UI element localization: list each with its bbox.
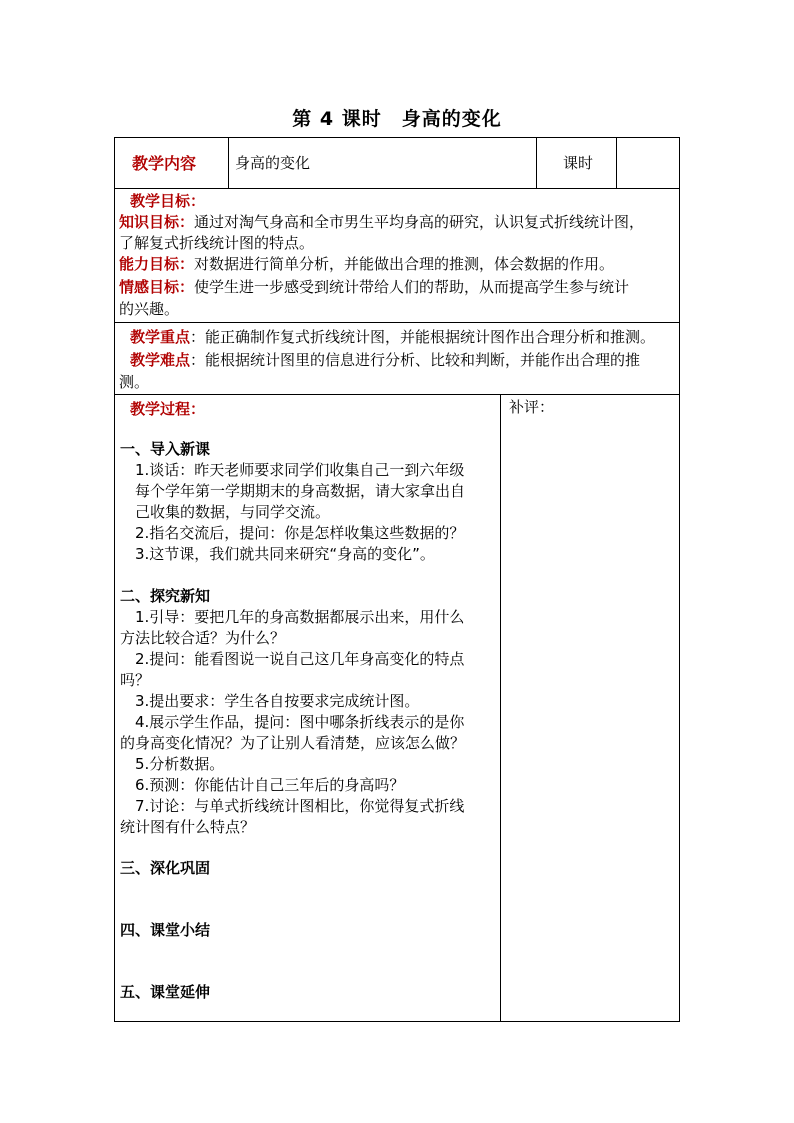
knowledge-line-2: 了解复式折线统计图的特点。 xyxy=(119,234,315,252)
step-2-1b: 方法比较合适？为什么？ xyxy=(120,629,286,647)
ability-text: 对数据进行简单分析，并能做出合理的推测，体会数据的作用。 xyxy=(194,255,615,273)
objectives-heading: 教学目标： xyxy=(130,192,206,210)
page-title: 第 4 课时 身高的变化 xyxy=(292,108,502,130)
step-2-1a: 1.引导：要把几年的身高数据都展示出来，用什么 xyxy=(135,608,465,626)
step-2-4b: 的身高变化情况？为了让别人看清楚，应该怎么做？ xyxy=(120,734,466,752)
process-cell xyxy=(115,395,501,1021)
step-1-1a: 1.谈话：昨天老师要求同学们收集自己一到六年级 xyxy=(135,461,465,479)
step-1-1c: 己收集的数据，与同学交流。 xyxy=(135,503,331,521)
content-label-cell xyxy=(115,138,229,188)
difficulty-label: 教学难点 xyxy=(130,351,191,369)
step-2-7b: 统计图有什么特点？ xyxy=(120,818,256,836)
section-2-title: 二、探究新知 xyxy=(120,587,211,605)
focus-label: 教学重点 xyxy=(130,328,191,346)
section-1-title: 一、导入新课 xyxy=(120,440,211,458)
step-2-6: 6.预测：你能估计自己三年后的身高吗？ xyxy=(135,776,405,794)
step-2-5: 5.分析数据。 xyxy=(135,755,225,773)
process-heading: 教学过程： xyxy=(130,400,206,418)
knowledge-text: 通过对淘气身高和全市男生平均身高的研究，认识复式折线统计图， xyxy=(194,213,645,231)
step-2-4a: 4.展示学生作品，提问：图中哪条折线表示的是你 xyxy=(135,713,465,731)
emotion-label: 情感目标： xyxy=(119,278,195,296)
period-label-cell xyxy=(537,138,617,188)
ability-label: 能力目标： xyxy=(119,255,195,273)
difficulty-line-2: 测。 xyxy=(119,373,150,391)
knowledge-line-1 xyxy=(119,212,644,233)
step-2-2b: 吗？ xyxy=(120,671,151,689)
content-value-cell xyxy=(229,138,537,188)
step-2-3: 3.提出要求：学生各自按要求完成统计图。 xyxy=(135,692,420,710)
section-3-title: 三、深化巩固 xyxy=(120,859,211,877)
emotion-text: 使学生进一步感受到统计带给人们的帮助，从而提高学生参与统计 xyxy=(194,278,630,296)
emotion-line-1 xyxy=(119,277,629,298)
step-2-2a: 2.提问：能看图说一说自己这几年身高变化的特点 xyxy=(135,650,465,668)
emotion-line-2: 的兴趣。 xyxy=(119,300,180,318)
notes-cell xyxy=(501,395,679,1021)
content-label: 教学内容 xyxy=(132,154,197,173)
section-4-title: 四、课堂小结 xyxy=(120,921,211,939)
focus-line xyxy=(130,327,655,348)
step-1-3: 3.这节课，我们就共同来研究“身高的变化”。 xyxy=(135,545,435,563)
keypoints-row xyxy=(114,322,680,395)
step-1-2: 2.指名交流后，提问：你是怎样收集这些数据的？ xyxy=(135,524,465,542)
header-row xyxy=(114,137,680,189)
process-row xyxy=(114,394,680,1022)
period-value-cell xyxy=(617,138,679,188)
focus-text: ：能正确制作复式折线统计图，并能根据统计图作出合理分析和推测。 xyxy=(190,328,656,346)
ability-line xyxy=(119,254,614,275)
notes-label: 补评： xyxy=(509,398,555,416)
step-1-1b: 每个学年第一学期期末的身高数据，请大家拿出自 xyxy=(135,482,466,500)
content-value: 身高的变化 xyxy=(235,154,311,172)
objectives-row xyxy=(114,188,680,323)
difficulty-line-1 xyxy=(130,350,640,371)
knowledge-label: 知识目标： xyxy=(119,213,195,231)
step-2-7a: 7.讨论：与单式折线统计图相比，你觉得复式折线 xyxy=(135,797,465,815)
difficulty-text: ：能根据统计图里的信息进行分析、比较和判断，并能作出合理的推 xyxy=(190,351,641,369)
period-label: 课时 xyxy=(563,154,594,172)
section-5-title: 五、课堂延伸 xyxy=(120,983,211,1001)
